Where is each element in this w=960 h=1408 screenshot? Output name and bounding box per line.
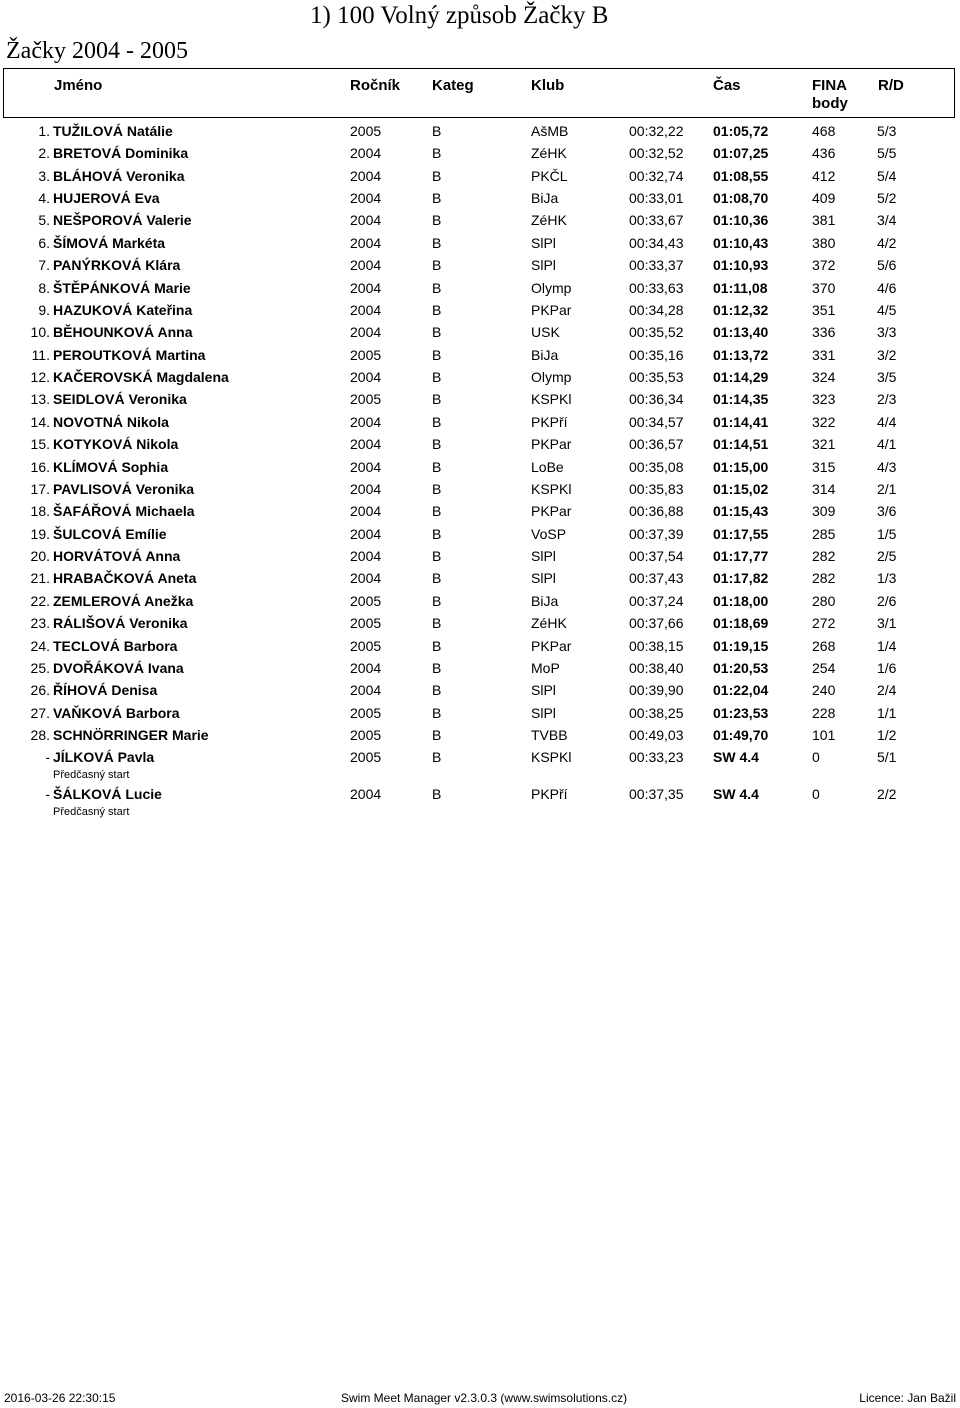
club-cell: SlPl — [531, 257, 556, 273]
fina-points: 336 — [812, 324, 836, 340]
birth-year: 2004 — [350, 414, 382, 430]
fina-points: 101 — [812, 727, 836, 743]
heat-lane: 3/5 — [877, 369, 897, 385]
club-cell: BiJa — [531, 190, 559, 206]
dsq-reason: Předčasný start — [53, 806, 130, 818]
category-cell: B — [432, 503, 442, 519]
category-cell: B — [432, 786, 442, 802]
final-time: SW 4.4 — [713, 786, 759, 802]
final-time: 01:15,43 — [713, 503, 769, 519]
footer-licence: Licence: Jan Bažil — [859, 1391, 956, 1405]
fina-points: 351 — [812, 302, 836, 318]
fina-points: 282 — [812, 548, 836, 564]
heat-lane: 5/2 — [877, 190, 897, 206]
fina-points: 272 — [812, 615, 836, 631]
birth-year: 2004 — [350, 660, 382, 676]
dsq-reason: Předčasný start — [53, 769, 130, 781]
club-cell: PKPar — [531, 302, 572, 318]
birth-year: 2004 — [350, 257, 382, 273]
rank-cell: 21. — [30, 570, 50, 586]
heat-lane: 3/1 — [877, 615, 897, 631]
header-club: Klub — [531, 77, 565, 94]
split-time: 00:32,52 — [629, 145, 684, 161]
club-cell: Olymp — [531, 369, 572, 385]
category-cell: B — [432, 302, 442, 318]
club-cell: TVBB — [531, 727, 568, 743]
rank-cell: 22. — [30, 593, 50, 609]
final-time: 01:18,69 — [713, 615, 769, 631]
club-cell: USK — [531, 324, 560, 340]
club-cell: PKPar — [531, 436, 572, 452]
swimmer-name: ŠTĚPÁNKOVÁ Marie — [53, 280, 191, 296]
fina-points: 228 — [812, 705, 836, 721]
fina-points: 381 — [812, 212, 836, 228]
birth-year: 2005 — [350, 615, 382, 631]
heat-lane: 4/5 — [877, 302, 897, 318]
birth-year: 2004 — [350, 436, 382, 452]
birth-year: 2004 — [350, 503, 382, 519]
heat-lane: 2/6 — [877, 593, 897, 609]
heat-lane: 1/6 — [877, 660, 897, 676]
birth-year: 2004 — [350, 212, 382, 228]
category-cell: B — [432, 190, 442, 206]
rank-cell: 2. — [38, 145, 50, 161]
split-time: 00:37,43 — [629, 570, 684, 586]
rank-cell: 7. — [38, 257, 50, 273]
final-time: 01:22,04 — [713, 682, 769, 698]
category-cell: B — [432, 638, 442, 654]
club-cell: ZéHK — [531, 615, 567, 631]
heat-lane: 1/5 — [877, 526, 897, 542]
category-cell: B — [432, 414, 442, 430]
birth-year: 2004 — [350, 145, 382, 161]
birth-year: 2005 — [350, 593, 382, 609]
final-time: 01:12,32 — [713, 302, 769, 318]
final-time: 01:15,00 — [713, 459, 769, 475]
split-time: 00:37,24 — [629, 593, 684, 609]
final-time: 01:19,15 — [713, 638, 769, 654]
club-cell: ZéHK — [531, 145, 567, 161]
final-time: 01:14,29 — [713, 369, 769, 385]
split-time: 00:35,83 — [629, 481, 684, 497]
fina-points: 314 — [812, 481, 836, 497]
fina-points: 372 — [812, 257, 836, 273]
swimmer-name: HORVÁTOVÁ Anna — [53, 548, 181, 564]
birth-year: 2004 — [350, 682, 382, 698]
fina-points: 0 — [812, 786, 820, 802]
heat-lane: 5/1 — [877, 749, 897, 765]
category-cell: B — [432, 526, 442, 542]
swimmer-name: KOTYKOVÁ Nikola — [53, 436, 179, 452]
heat-lane: 1/4 — [877, 638, 897, 654]
fina-points: 285 — [812, 526, 836, 542]
club-cell: PKČL — [531, 168, 568, 184]
birth-year: 2004 — [350, 459, 382, 475]
swimmer-name: ŠÍMOVÁ Markéta — [53, 235, 166, 251]
split-time: 00:35,08 — [629, 459, 684, 475]
rank-cell: 16. — [30, 459, 50, 475]
final-time: 01:18,00 — [713, 593, 769, 609]
category-cell: B — [432, 436, 442, 452]
fina-points: 0 — [812, 749, 820, 765]
swimmer-name: PANÝRKOVÁ Klára — [53, 257, 181, 273]
heat-lane: 1/2 — [877, 727, 897, 743]
fina-points: 324 — [812, 369, 836, 385]
header-fina: FINA body — [812, 77, 848, 112]
rank-cell: - — [45, 749, 50, 765]
split-time: 00:32,74 — [629, 168, 684, 184]
heat-lane: 3/2 — [877, 347, 897, 363]
rank-cell: 15. — [30, 436, 50, 452]
split-time: 00:39,90 — [629, 682, 684, 698]
category-cell: B — [432, 749, 442, 765]
rank-cell: 4. — [38, 190, 50, 206]
final-time: 01:14,51 — [713, 436, 769, 452]
split-time: 00:35,52 — [629, 324, 684, 340]
split-time: 00:33,23 — [629, 749, 684, 765]
fina-points: 380 — [812, 235, 836, 251]
fina-points: 331 — [812, 347, 836, 363]
birth-year: 2004 — [350, 548, 382, 564]
heat-lane: 5/3 — [877, 123, 897, 139]
final-time: 01:10,43 — [713, 235, 769, 251]
rank-cell: 27. — [30, 705, 50, 721]
heat-lane: 5/6 — [877, 257, 897, 273]
final-time: 01:10,36 — [713, 212, 769, 228]
final-time: 01:14,41 — [713, 414, 769, 430]
rank-cell: 24. — [30, 638, 50, 654]
category-cell: B — [432, 459, 442, 475]
fina-points: 436 — [812, 145, 836, 161]
rank-cell: 5. — [38, 212, 50, 228]
birth-year: 2004 — [350, 786, 382, 802]
split-time: 00:37,39 — [629, 526, 684, 542]
final-time: 01:13,72 — [713, 347, 769, 363]
club-cell: BiJa — [531, 347, 559, 363]
category-cell: B — [432, 123, 442, 139]
final-time: 01:17,77 — [713, 548, 769, 564]
rank-cell: 12. — [30, 369, 50, 385]
category-cell: B — [432, 324, 442, 340]
heat-lane: 5/5 — [877, 145, 897, 161]
category-cell: B — [432, 235, 442, 251]
fina-points: 412 — [812, 168, 836, 184]
final-time: 01:07,25 — [713, 145, 769, 161]
swimmer-name: NOVOTNÁ Nikola — [53, 414, 169, 430]
split-time: 00:38,15 — [629, 638, 684, 654]
heat-lane: 4/1 — [877, 436, 897, 452]
final-time: 01:15,02 — [713, 481, 769, 497]
final-time: 01:08,55 — [713, 168, 769, 184]
split-time: 00:49,03 — [629, 727, 684, 743]
swimmer-name: BĚHOUNKOVÁ Anna — [53, 324, 193, 340]
category-cell: B — [432, 391, 442, 407]
final-time: 01:11,08 — [713, 280, 768, 296]
heat-lane: 3/6 — [877, 503, 897, 519]
category-cell: B — [432, 369, 442, 385]
swimmer-name: SEIDLOVÁ Veronika — [53, 391, 187, 407]
fina-points: 370 — [812, 280, 836, 296]
rank-cell: 26. — [30, 682, 50, 698]
swimmer-name: RÁLIŠOVÁ Veronika — [53, 615, 188, 631]
birth-year: 2004 — [350, 190, 382, 206]
club-cell: KSPKl — [531, 481, 572, 497]
heat-lane: 4/3 — [877, 459, 897, 475]
final-time: 01:20,53 — [713, 660, 769, 676]
heat-lane: 4/6 — [877, 280, 897, 296]
category-cell: B — [432, 481, 442, 497]
fina-points: 254 — [812, 660, 836, 676]
final-time: 01:49,70 — [713, 727, 769, 743]
swimmer-name: PAVLISOVÁ Veronika — [53, 481, 195, 497]
split-time: 00:36,34 — [629, 391, 684, 407]
rank-cell: 25. — [30, 660, 50, 676]
birth-year: 2005 — [350, 638, 382, 654]
header-name: Jméno — [54, 77, 103, 94]
split-time: 00:37,35 — [629, 786, 684, 802]
swimmer-name: TUŽILOVÁ Natálie — [53, 123, 173, 139]
category-title: Žačky 2004 - 2005 — [6, 38, 188, 64]
fina-points: 268 — [812, 638, 836, 654]
swimmer-name: ŠULCOVÁ Emílie — [53, 526, 167, 542]
birth-year: 2004 — [350, 324, 382, 340]
swimmer-name: BRETOVÁ Dominika — [53, 145, 189, 161]
rank-cell: 19. — [30, 526, 50, 542]
swimmer-name: PEROUTKOVÁ Martina — [53, 347, 206, 363]
category-cell: B — [432, 570, 442, 586]
club-cell: KSPKl — [531, 749, 572, 765]
swimmer-name: DVOŘÁKOVÁ Ivana — [53, 660, 184, 676]
final-time: SW 4.4 — [713, 749, 759, 765]
fina-points: 280 — [812, 593, 836, 609]
swimmer-name: ŠÁLKOVÁ Lucie — [53, 786, 162, 802]
heat-lane: 3/3 — [877, 324, 897, 340]
category-cell: B — [432, 615, 442, 631]
split-time: 00:34,43 — [629, 235, 684, 251]
club-cell: SlPl — [531, 235, 556, 251]
birth-year: 2004 — [350, 570, 382, 586]
club-cell: PKPar — [531, 638, 572, 654]
club-cell: BiJa — [531, 593, 559, 609]
split-time: 00:33,67 — [629, 212, 684, 228]
final-time: 01:10,93 — [713, 257, 769, 273]
rank-cell: 13. — [30, 391, 50, 407]
birth-year: 2004 — [350, 526, 382, 542]
club-cell: LoBe — [531, 459, 564, 475]
birth-year: 2005 — [350, 749, 382, 765]
heat-lane: 1/1 — [877, 705, 897, 721]
birth-year: 2004 — [350, 369, 382, 385]
swimmer-name: KAČEROVSKÁ Magdalena — [53, 369, 229, 385]
split-time: 00:37,66 — [629, 615, 684, 631]
heat-lane: 1/3 — [877, 570, 897, 586]
fina-points: 321 — [812, 436, 836, 452]
category-cell: B — [432, 212, 442, 228]
heat-lane: 2/1 — [877, 481, 897, 497]
swimmer-name: JÍLKOVÁ Pavla — [53, 749, 155, 765]
rank-cell: 28. — [30, 727, 50, 743]
swimmer-name: HRABAČKOVÁ Aneta — [53, 570, 197, 586]
birth-year: 2004 — [350, 168, 382, 184]
birth-year: 2005 — [350, 123, 382, 139]
split-time: 00:38,25 — [629, 705, 684, 721]
fina-points: 409 — [812, 190, 836, 206]
footer-software: Swim Meet Manager v2.3.0.3 (www.swimsolutions.cz) — [341, 1391, 628, 1405]
split-time: 00:33,37 — [629, 257, 684, 273]
club-cell: MoP — [531, 660, 560, 676]
rank-cell: - — [45, 786, 50, 802]
heat-lane: 5/4 — [877, 168, 897, 184]
final-time: 01:14,35 — [713, 391, 769, 407]
split-time: 00:36,88 — [629, 503, 684, 519]
split-time: 00:34,28 — [629, 302, 684, 318]
split-time: 00:35,16 — [629, 347, 684, 363]
club-cell: AšMB — [531, 123, 569, 139]
header-time: Čas — [713, 77, 741, 94]
category-cell: B — [432, 168, 442, 184]
split-time: 00:36,57 — [629, 436, 684, 452]
header-year: Ročník — [350, 77, 401, 94]
swimmer-name: VAŇKOVÁ Barbora — [53, 705, 180, 721]
fina-points: 468 — [812, 123, 836, 139]
swimmer-name: SCHNÖRRINGER Marie — [53, 727, 209, 743]
heat-lane: 2/4 — [877, 682, 897, 698]
split-time: 00:33,63 — [629, 280, 684, 296]
header-category: Kateg — [432, 77, 474, 94]
swimmer-name: TECLOVÁ Barbora — [53, 638, 178, 654]
event-title: 1) 100 Volný způsob Žačky B — [310, 2, 609, 29]
birth-year: 2004 — [350, 481, 382, 497]
header-rd: R/D — [878, 77, 904, 94]
fina-points: 282 — [812, 570, 836, 586]
footer-timestamp: 2016-03-26 22:30:15 — [4, 1391, 116, 1405]
heat-lane: 4/4 — [877, 414, 897, 430]
club-cell: ZéHK — [531, 212, 567, 228]
rank-cell: 18. — [30, 503, 50, 519]
rank-cell: 6. — [38, 235, 50, 251]
rank-cell: 23. — [30, 615, 50, 631]
category-cell: B — [432, 705, 442, 721]
split-time: 00:38,40 — [629, 660, 684, 676]
birth-year: 2005 — [350, 347, 382, 363]
final-time: 01:13,40 — [713, 324, 769, 340]
rank-cell: 10. — [30, 324, 50, 340]
club-cell: Olymp — [531, 280, 572, 296]
final-time: 01:08,70 — [713, 190, 769, 206]
fina-points: 322 — [812, 414, 836, 430]
table-header — [3, 68, 955, 118]
rank-cell: 1. — [38, 123, 50, 139]
category-cell: B — [432, 593, 442, 609]
rank-cell: 8. — [38, 280, 50, 296]
final-time: 01:17,82 — [713, 570, 769, 586]
club-cell: PKPří — [531, 414, 568, 430]
club-cell: SlPl — [531, 570, 556, 586]
fina-points: 240 — [812, 682, 836, 698]
birth-year: 2005 — [350, 391, 382, 407]
rank-cell: 14. — [30, 414, 50, 430]
category-cell: B — [432, 280, 442, 296]
birth-year: 2004 — [350, 235, 382, 251]
birth-year: 2004 — [350, 280, 382, 296]
category-cell: B — [432, 548, 442, 564]
heat-lane: 2/2 — [877, 786, 897, 802]
swimmer-name: NEŠPOROVÁ Valerie — [53, 212, 192, 228]
rank-cell: 20. — [30, 548, 50, 564]
swimmer-name: ŘÍHOVÁ Denisa — [53, 682, 158, 698]
swimmer-name: BLÁHOVÁ Veronika — [53, 168, 185, 184]
category-cell: B — [432, 727, 442, 743]
swimmer-name: ŠAFÁŘOVÁ Michaela — [53, 503, 195, 519]
heat-lane: 4/2 — [877, 235, 897, 251]
swimmer-name: KLÍMOVÁ Sophia — [53, 459, 169, 475]
category-cell: B — [432, 257, 442, 273]
split-time: 00:37,54 — [629, 548, 684, 564]
club-cell: SlPl — [531, 548, 556, 564]
birth-year: 2005 — [350, 705, 382, 721]
fina-points: 309 — [812, 503, 836, 519]
club-cell: VoSP — [531, 526, 567, 542]
rank-cell: 3. — [38, 168, 50, 184]
club-cell: PKPar — [531, 503, 572, 519]
swimmer-name: HUJEROVÁ Eva — [53, 190, 160, 206]
category-cell: B — [432, 145, 442, 161]
category-cell: B — [432, 347, 442, 363]
rank-cell: 9. — [38, 302, 50, 318]
split-time: 00:35,53 — [629, 369, 684, 385]
fina-points: 315 — [812, 459, 836, 475]
birth-year: 2004 — [350, 302, 382, 318]
club-cell: SlPl — [531, 682, 556, 698]
split-time: 00:33,01 — [629, 190, 684, 206]
final-time: 01:05,72 — [713, 123, 769, 139]
split-time: 00:34,57 — [629, 414, 684, 430]
heat-lane: 2/5 — [877, 548, 897, 564]
fina-points: 323 — [812, 391, 836, 407]
heat-lane: 2/3 — [877, 391, 897, 407]
rank-cell: 17. — [30, 481, 50, 497]
final-time: 01:17,55 — [713, 526, 769, 542]
club-cell: PKPří — [531, 786, 568, 802]
birth-year: 2005 — [350, 727, 382, 743]
category-cell: B — [432, 660, 442, 676]
swimmer-name: HAZUKOVÁ Kateřina — [53, 302, 193, 318]
heat-lane: 3/4 — [877, 212, 897, 228]
swimmer-name: ZEMLEROVÁ Anežka — [53, 593, 194, 609]
final-time: 01:23,53 — [713, 705, 769, 721]
rank-cell: 11. — [31, 347, 50, 363]
split-time: 00:32,22 — [629, 123, 684, 139]
club-cell: SlPl — [531, 705, 556, 721]
category-cell: B — [432, 682, 442, 698]
club-cell: KSPKl — [531, 391, 572, 407]
